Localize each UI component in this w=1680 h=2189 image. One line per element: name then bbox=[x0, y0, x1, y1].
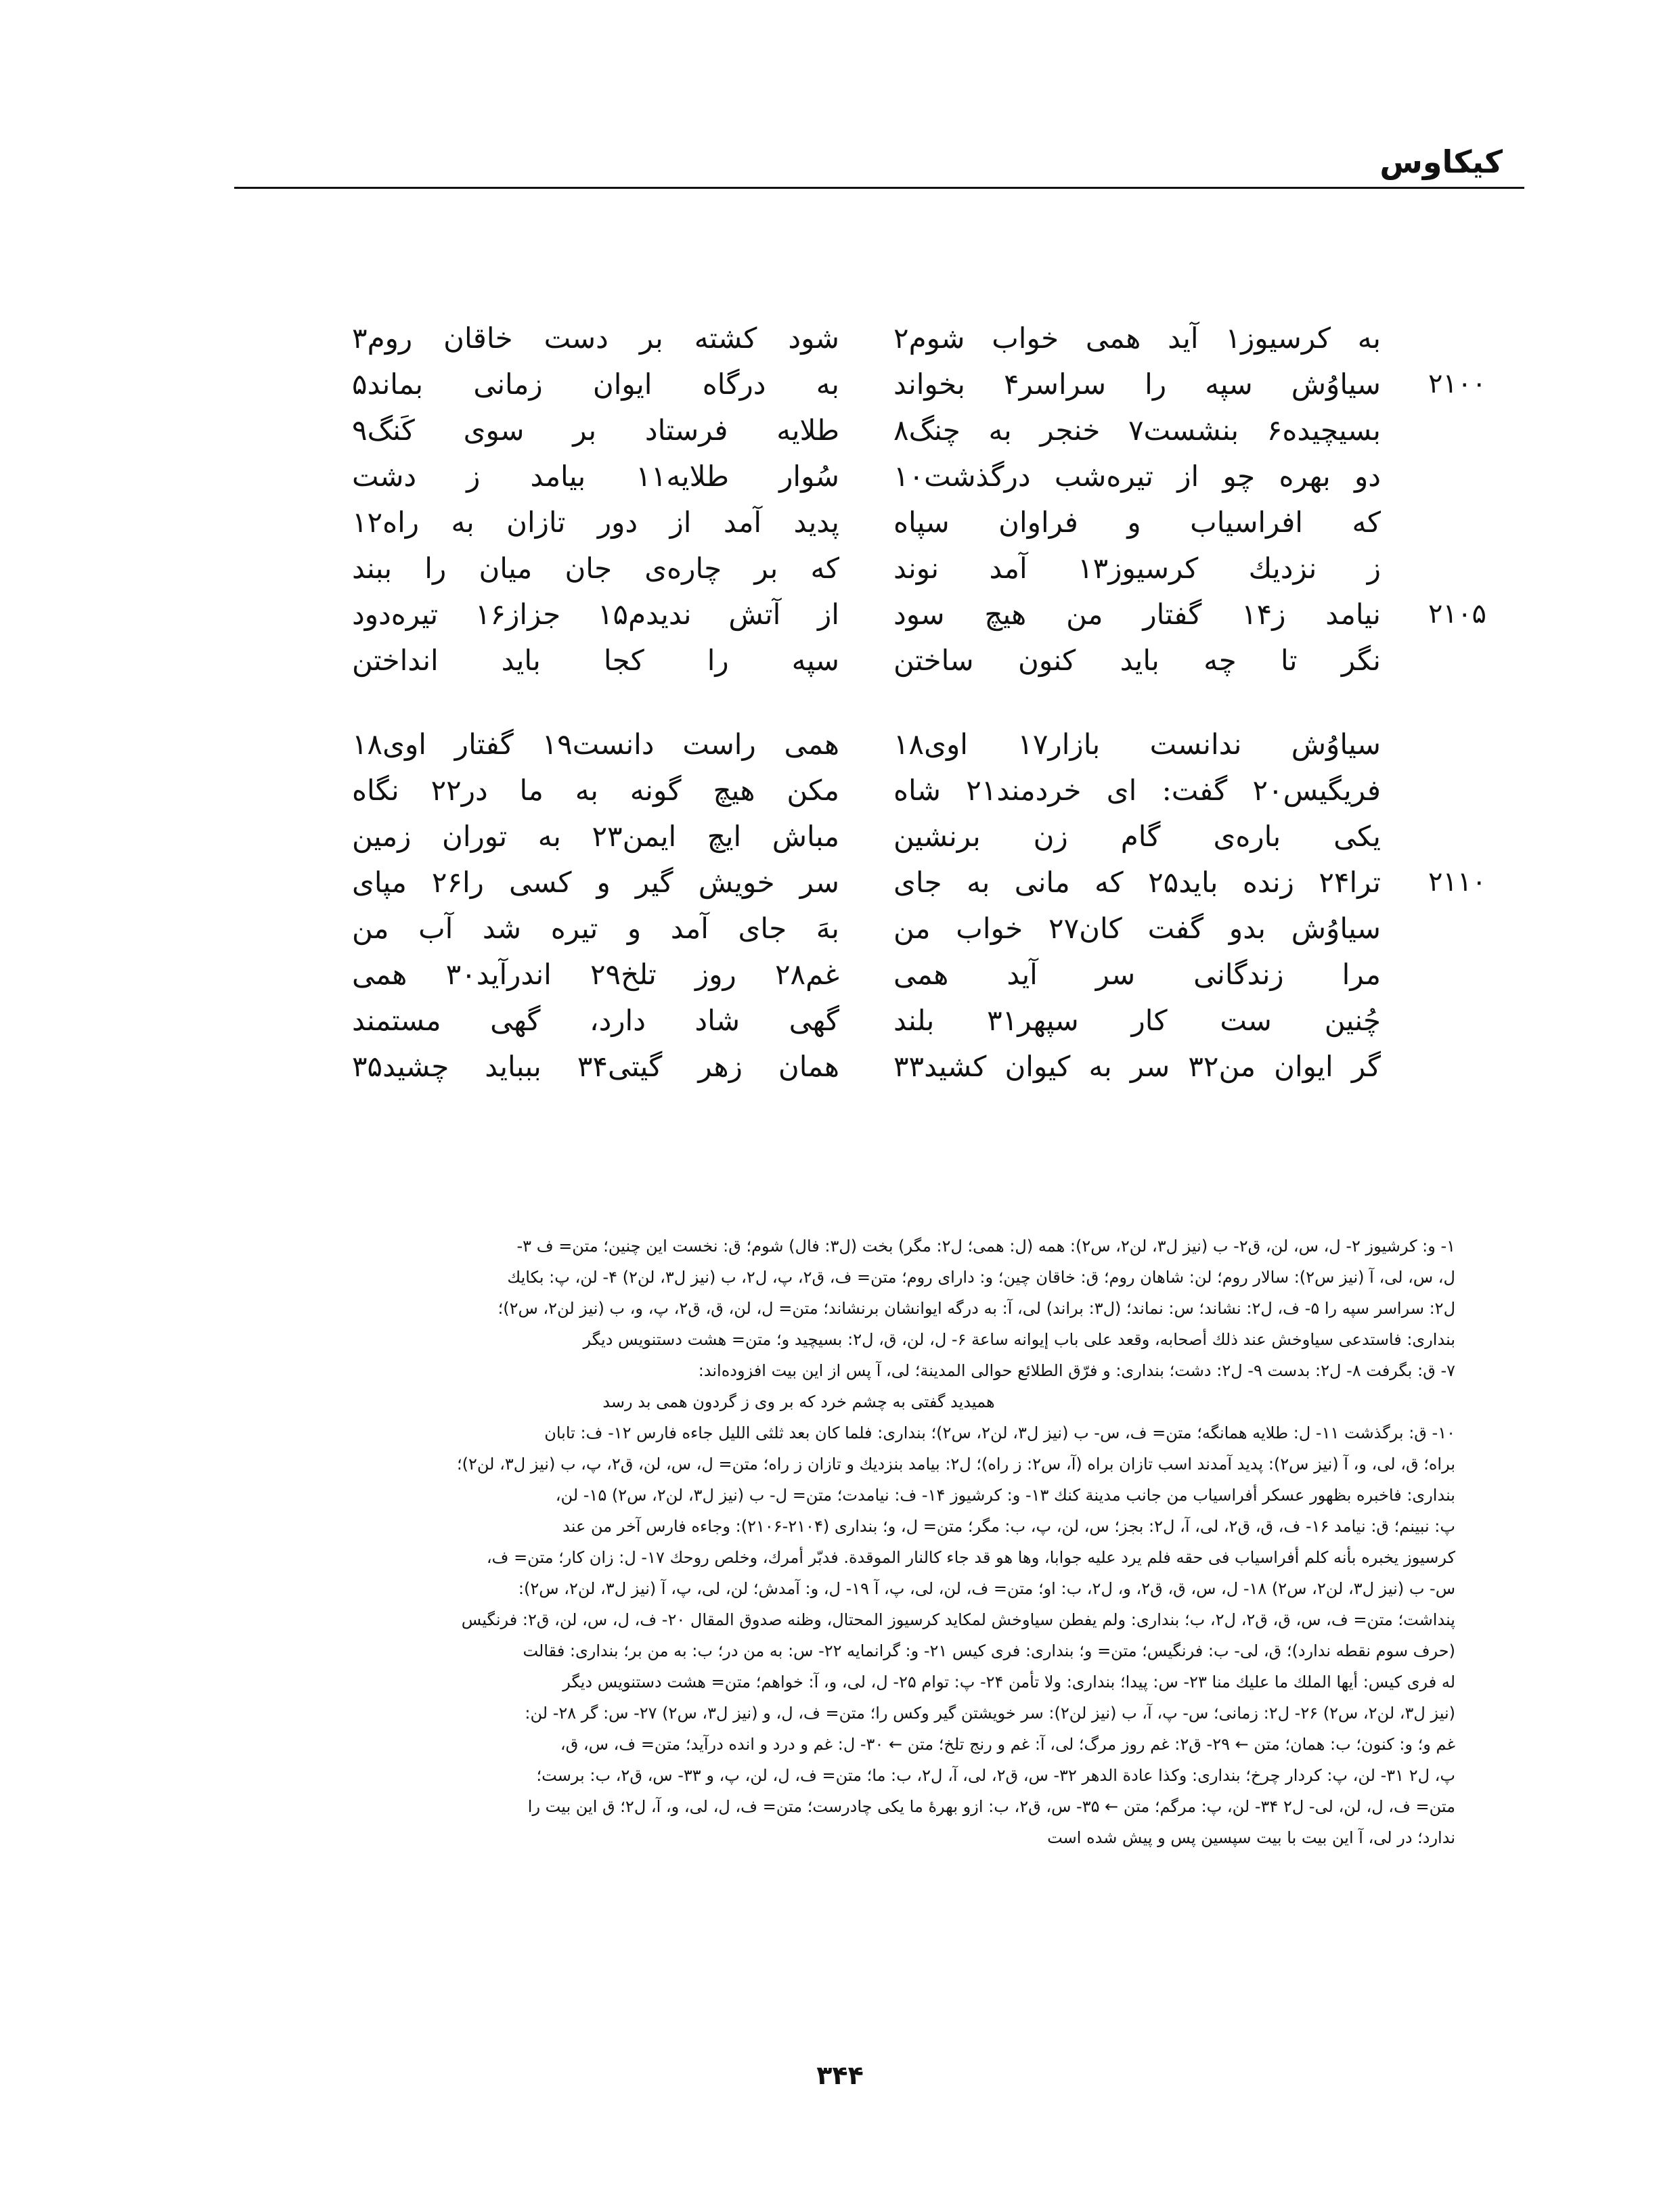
verse-row bbox=[0, 862, 1680, 908]
right-hemistich: بسیچیده۶ بنشست۷ خنجر به چنگ۸ bbox=[893, 414, 1381, 447]
footnote-line: ۷- ق: بگرفت ۸- ل۲: بدست ۹- ل۲: دشت؛ بنداری: و فرّق الطلائع حوالی المدینة؛ لی، آ پس از این بیت افزوده‌اند: bbox=[698, 1361, 1455, 1380]
right-hemistich: دو بهره چو از تیره‌شب درگذشت۱۰ bbox=[893, 460, 1381, 493]
verse-row bbox=[0, 640, 1680, 686]
line-number: ۲۱۱۰ bbox=[1428, 866, 1486, 898]
verse-row bbox=[0, 816, 1680, 862]
line-number: ۲۱۰۰ bbox=[1428, 368, 1486, 399]
verse-row bbox=[0, 908, 1680, 954]
verse-block-2 bbox=[0, 724, 1680, 1092]
right-hemistich: که افراسیاب و فراوان سپاه bbox=[893, 506, 1381, 539]
verse-row bbox=[0, 456, 1680, 502]
verse-row bbox=[0, 502, 1680, 548]
verse-row bbox=[0, 548, 1680, 594]
right-hemistich: نیامد ز۱۴ گفتار من هیچ سود bbox=[893, 598, 1381, 631]
verse-row bbox=[0, 1000, 1680, 1046]
left-hemistich: غم۲۸ روز تلخ۲۹ اندرآید۳۰ همی bbox=[352, 958, 839, 991]
footnote-line: له فری کیس: أیها الملك ما علیك منا ۲۳- س: پیدا؛ بنداری: ولا تأمن ۲۴- پ: توام ۲۵- ل، لی، و، آ: خواهم؛ متن= هشت دستنویس دیگر bbox=[562, 1673, 1455, 1692]
left-hemistich: گهی شاد دارد، گهی مستمند bbox=[352, 1004, 839, 1037]
page-number: ۳۴۴ bbox=[816, 2060, 864, 2090]
verse-row bbox=[0, 594, 1680, 640]
right-hemistich: یکی باره‌ی گام زن برنشین bbox=[893, 820, 1381, 853]
right-hemistich: سیاوُش سپه را سراسر۴ بخواند bbox=[893, 368, 1381, 401]
footnote-line: پ: نبینم؛ ق: نیامد ۱۶- ف، ق، ق۲، لی، آ، ل۲: بجز؛ س، لن، پ، ب: مگر؛ متن= ل، و؛ بنداری (۲۱۰۴-۲۱۰۶): وجاءه فارس آخر من عند bbox=[562, 1517, 1455, 1536]
left-hemistich: سپه را کجا باید انداختن bbox=[352, 644, 839, 677]
left-hemistich: پدید آمد از دور تازان به راه۱۲ bbox=[352, 506, 839, 539]
footnotes bbox=[223, 1231, 1455, 1853]
footnote-line: س- ب (نیز ل۳، لن۲، س۲) ۱۸- ل، س، ق، ق۲، و، ل۲، ب: او؛ متن= ف، لن، لی، پ، آ ۱۹- ل، و: آمدش؛ لن، لی، پ، آ (نیز ل۳، لن۲، س۲): bbox=[518, 1579, 1455, 1598]
verse-row bbox=[0, 1046, 1680, 1092]
footnote-line: بنداری: فاستدعی سیاوخش عند ذلك أصحابه، وقعد علی باب إیوانه ساعة ۶- ل، لن، ق، ل۲: بسیچید و؛ متن= هشت دستنویس دیگر bbox=[583, 1330, 1455, 1349]
left-hemistich: مکن هیچ گونه به ما در۲۲ نگاه bbox=[352, 774, 839, 807]
right-hemistich: ترا۲۴ زنده باید۲۵ که مانی به جای bbox=[893, 866, 1381, 899]
verse-row bbox=[0, 770, 1680, 816]
page-header-title: کیکاوس bbox=[1379, 143, 1503, 180]
left-hemistich: مباش ایچ ایمن۲۳ به توران زمین bbox=[352, 820, 839, 853]
right-hemistich: ز نزدیك کرسیوز۱۳ آمد نوند bbox=[893, 552, 1381, 585]
left-hemistich: از آتش ندیدم۱۵ جزاز۱۶ تیره‌دود bbox=[352, 598, 839, 631]
left-hemistich: شود کشته بر دست خاقان روم۳ bbox=[352, 322, 839, 355]
left-hemistich: همان زهر گیتی۳۴ ببباید چشید۳۵ bbox=[352, 1050, 839, 1083]
verse-row bbox=[0, 364, 1680, 410]
footnote-line: کرسیوز یخبره بأنه کلم أفراسیاب فی حقه فلم یرد علیه جوابا، وها هو قد جاء کالنار الموقدة. فدبّر أمرك، وخلص روحك ۱۷- ل: زان کار؛ متن= ف، bbox=[486, 1548, 1455, 1567]
right-hemistich: گر ایوان من۳۲ سر به کیوان کشید۳۳ bbox=[893, 1050, 1381, 1083]
left-hemistich: سُوار طلایه۱۱ بیامد ز دشت bbox=[352, 460, 839, 493]
left-hemistich: همی راست دانست۱۹ گفتار اوی۱۸ bbox=[352, 728, 839, 761]
left-hemistich: که بر چاره‌ی جان میان را ببند bbox=[352, 552, 839, 585]
footnote-line: ل، س، لی، آ (نیز س۲): سالار روم؛ لن: شاهان روم؛ ق: خاقان چین؛ و: دارای روم؛ متن= ف، ق۲، پ، ل۲، ب (نیز ل۳، لن۲) ۴- لن، پ: بکایك bbox=[507, 1268, 1455, 1287]
footnote-line: براه؛ ق، لی، و، آ (نیز س۲): پدید آمدند اسب تازان براه (آ، س۲: ز راه)؛ ل۲: بیامد بنزدیك و تازان ز راه؛ متن= ل، س، لن، ق۲، پ، ب (نیز ل۳، لن۲)؛ bbox=[456, 1455, 1455, 1474]
right-hemistich: فریگیس۲۰ گفت: ای خردمند۲۱ شاه bbox=[893, 774, 1381, 807]
right-hemistich: نگر تا چه باید کنون ساختن bbox=[893, 644, 1381, 677]
footnote-line: ندارد؛ در لی، آ این بیت با بیت سپسین پس و پیش شده است bbox=[1047, 1828, 1455, 1847]
verse-block-1 bbox=[0, 318, 1680, 686]
right-hemistich: چُنین ست کار سپهر۳۱ بلند bbox=[893, 1004, 1381, 1037]
footnote-line: ۱- و: کرشیوز ۲- ل، س، لن، ق۲- ب (نیز ل۳، لن۲، س۲): همه (ل: همی؛ ل۲: مگر) بخت (ل۳: فال) شوم؛ ق: نخست این چنین؛ متن= ف ۳- bbox=[516, 1237, 1455, 1256]
footnote-line: ل۲: سراسر سپه را ۵- ف، ل۲: نشاند؛ س: نماند؛ (ل۳: براند) لی، آ: به درگه ایوانشان برنشاند؛ متن= ل، لن، ق، ق۲، پ، و، ب (نیز لن۲، س۲)؛ bbox=[498, 1299, 1455, 1318]
verse-row bbox=[0, 318, 1680, 364]
footnote-line: ۱۰- ق: برگذشت ۱۱- ل: طلایه همانگه؛ متن= ف، س- ب (نیز ل۳، لن۲، س۲)؛ بنداری: فلما کان بعد ثلثی اللیل جاءه فارس ۱۲- ف: تابان bbox=[544, 1423, 1455, 1442]
right-hemistich: به کرسیوز۱ آید همی خواب شوم۲ bbox=[893, 322, 1381, 355]
footnote-line: بنداری: فاخبره بظهور عسکر أفراسیاب من جانب مدینة کنك ۱۳- و: کرشیوز ۱۴- ف: نیامدت؛ متن= ل- ب (نیز ل۳، لن۲، س۲) ۱۵- لن، bbox=[555, 1486, 1455, 1505]
footnote-line: متن= ف، ل، لن، لی- ل۲ ۳۴- لن، پ: مرگم؛ متن ← ۳۵- س، ق۲، ب: ازو بهرهٔ ما یکی چادرست؛ متن= ف، ل، لی، و، آ، ل۲؛ ق این بیت را bbox=[527, 1797, 1455, 1816]
footnote-line: (نیز ل۳، لن۲، س۲) ۲۶- ل۲: زمانی؛ س- پ، آ، ب (نیز لن۲): سر خویشتن گیر وکس را؛ متن= ف، ل، و (نیز ل۳، س۲) ۲۷- س: گر ۲۸- لن: bbox=[525, 1704, 1455, 1723]
footnote-added-verse: همیدید گفتی به چشم خرد که بر وی ز گردون همی بد رسد bbox=[602, 1392, 995, 1411]
verse-row bbox=[0, 954, 1680, 1000]
left-hemistich: طلایه فرستاد بر سوی کَنگ۹ bbox=[352, 414, 839, 447]
footnote-line: غم و؛ و: کنون؛ ب: همان؛ متن ← ۲۹- ق۲: غم روز مرگ؛ لی، آ: غم و رنج تلخ؛ متن ← ۳۰- ل: غم و درد و انده درآید؛ متن= ف، س، ق، bbox=[560, 1735, 1455, 1754]
right-hemistich: مرا زندگانی سر آید همی bbox=[893, 958, 1381, 991]
footnote-line: پ، ل۲ ۳۱- لن، پ: کردار چرخ؛ بنداری: وکذا عادة الدهر ۳۲- س، ق۲، لی، آ، ل۲، ب: ما؛ متن= ف، ل، لن، پ، و ۳۳- س، ق۲، ب: برست؛ bbox=[536, 1766, 1455, 1785]
left-hemistich: به درگاه ایوان زمانی بماند۵ bbox=[352, 368, 839, 401]
left-hemistich: سر خویش گیر و کسی را۲۶ مپای bbox=[352, 866, 839, 899]
footnote-line: (حرف سوم نقطه ندارد)؛ ق، لی- ب: فرنگیس؛ متن= و؛ بنداری: فری کیس ۲۱- و: گرانمایه ۲۲- س: به من در؛ ب: به من بر؛ بنداری: فقالت bbox=[523, 1641, 1455, 1660]
footnote-line: پنداشت؛ متن= ف، س، ق، ق۲، ل۲، ب؛ بنداری: ولم یفطن سیاوخش لمکاید کرسیوز المحتال، وظنه صدوق المقال ۲۰- ف، ل، س، لن، ق۲: فرنگیس bbox=[461, 1610, 1455, 1629]
right-hemistich: سیاوُش ندانست بازار۱۷ اوی۱۸ bbox=[893, 728, 1381, 761]
header-rule bbox=[234, 187, 1524, 189]
verse-row bbox=[0, 410, 1680, 456]
right-hemistich: سیاوُش بدو گفت کان۲۷ خواب من bbox=[893, 912, 1381, 945]
verse-row bbox=[0, 724, 1680, 770]
left-hemistich: بهَ جای آمد و تیره شد آب من bbox=[352, 912, 839, 945]
line-number: ۲۱۰۵ bbox=[1428, 598, 1486, 629]
